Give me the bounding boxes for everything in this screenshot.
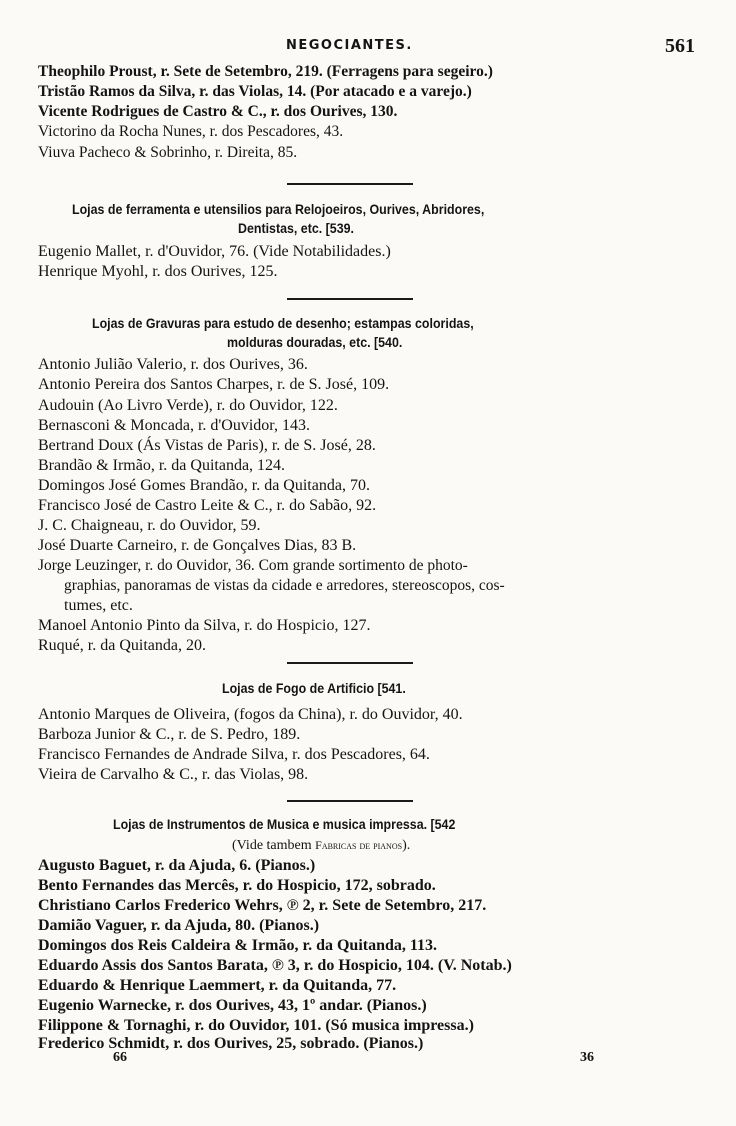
list-item: Henrique Myohl, r. dos Ourives, 125. xyxy=(38,263,278,280)
list-item: Augusto Baguet, r. da Ajuda, 6. (Pianos.) xyxy=(38,857,316,874)
list-item-continued: tumes, etc. xyxy=(64,597,133,614)
list-item: Francisco José de Castro Leite & C., r. do Sabão, 92. xyxy=(38,497,377,514)
section-heading-continued: Dentistas, etc. [539. xyxy=(238,221,354,236)
list-item: Viuva Pacheco & Sobrinho, r. Direita, 85. xyxy=(38,144,298,161)
list-item: Barboza Junior & C., r. de S. Pedro, 189. xyxy=(38,726,301,743)
page-header xyxy=(0,35,736,58)
section-heading: Lojas de Fogo de Artificio [541. xyxy=(222,681,406,696)
list-item: Bernasconi & Moncada, r. d'Ouvidor, 143. xyxy=(38,417,310,434)
list-item: Eugenio Mallet, r. d'Ouvidor, 76. (Vide Notabilidades.) xyxy=(38,243,391,260)
list-item: Eugenio Warnecke, r. dos Ourives, 43, 1º andar. (Pianos.) xyxy=(38,997,427,1014)
list-item: Jorge Leuzinger, r. do Ouvidor, 36. Com grande sortimento de photo- xyxy=(38,557,468,574)
list-item: Domingos dos Reis Caldeira & Irmão, r. da Quitanda, 113. xyxy=(38,937,437,954)
list-item: Domingos José Gomes Brandão, r. da Quitanda, 70. xyxy=(38,477,370,494)
list-item: Bento Fernandes das Mercês, r. do Hospicio, 172, sobrado. xyxy=(38,877,436,894)
page-number: 561 xyxy=(665,35,695,57)
list-item: Francisco Fernandes de Andrade Silva, r. dos Pescadores, 64. xyxy=(38,746,430,763)
note-prefix: (Vide tambem xyxy=(232,838,312,853)
list-item: Christiano Carlos Frederico Wehrs, ℗ 2, r. Sete de Setembro, 217. xyxy=(38,897,487,914)
section-heading-continued: molduras douradas, etc. [540. xyxy=(227,335,403,350)
list-item: Audouin (Ao Livro Verde), r. do Ouvidor, 122. xyxy=(38,397,338,414)
note-suffix: ). xyxy=(402,838,411,853)
section-heading: Lojas de Gravuras para estudo de desenho; estampas coloridas, xyxy=(92,316,474,331)
section-heading: Lojas de ferramenta e utensilios para Relojoeiros, Ourives, Abridores, xyxy=(72,202,485,217)
signature-mark-right: 36 xyxy=(580,1050,594,1065)
list-item: Antonio Marques de Oliveira, (fogos da China), r. do Ouvidor, 40. xyxy=(38,706,463,723)
section-divider xyxy=(287,298,413,300)
list-item: Filippone & Tornaghi, r. do Ouvidor, 101. (Só musica impressa.) xyxy=(38,1017,474,1034)
section-divider xyxy=(287,662,413,664)
list-item-continued: graphias, panoramas de vistas da cidade e arredores, stereoscopos, cos- xyxy=(64,577,505,594)
list-item: Damião Vaguer, r. da Ajuda, 80. (Pianos.) xyxy=(38,917,320,934)
list-item: Vieira de Carvalho & C., r. das Violas, 98. xyxy=(38,766,309,783)
list-item: Antonio Pereira dos Santos Charpes, r. de S. José, 109. xyxy=(38,376,390,393)
list-item: Vicente Rodrigues de Castro & C., r. dos Ourives, 130. xyxy=(38,103,398,120)
list-item: Eduardo Assis dos Santos Barata, ℗ 3, r. do Hospicio, 104. (V. Notab.) xyxy=(38,957,512,974)
list-item: Tristão Ramos da Silva, r. das Violas, 14. (Por atacado e a varejo.) xyxy=(38,83,472,100)
list-item: José Duarte Carneiro, r. de Gonçalves Dias, 83 B. xyxy=(38,537,357,554)
list-item: Brandão & Irmão, r. da Quitanda, 124. xyxy=(38,457,286,474)
list-item: Manoel Antonio Pinto da Silva, r. do Hospicio, 127. xyxy=(38,617,371,634)
section-heading: Lojas de Instrumentos de Musica e musica impressa. [542 xyxy=(113,817,456,832)
list-item: Antonio Julião Valerio, r. dos Ourives, 36. xyxy=(38,356,308,373)
list-item: Bertrand Doux (Ás Vistas de Paris), r. de S. José, 28. xyxy=(38,437,376,454)
list-item: J. C. Chaigneau, r. do Ouvidor, 59. xyxy=(38,517,261,534)
list-item: Eduardo & Henrique Laemmert, r. da Quitanda, 77. xyxy=(38,977,397,994)
section-divider xyxy=(287,183,413,185)
section-divider xyxy=(287,800,413,802)
signature-mark-left: 66 xyxy=(113,1050,127,1065)
list-item: Ruqué, r. da Quitanda, 20. xyxy=(38,637,206,654)
list-item: Theophilo Proust, r. Sete de Setembro, 219. (Ferragens para segeiro.) xyxy=(38,63,493,80)
list-item: Frederico Schmidt, r. dos Ourives, 25, sobrado. (Pianos.) xyxy=(38,1035,424,1052)
running-title: NEGOCIANTES. xyxy=(286,38,413,53)
list-item: Victorino da Rocha Nunes, r. dos Pescadores, 43. xyxy=(38,123,344,140)
note-reference: Fabricas de pianos xyxy=(315,838,403,852)
cross-reference-note xyxy=(232,836,410,855)
